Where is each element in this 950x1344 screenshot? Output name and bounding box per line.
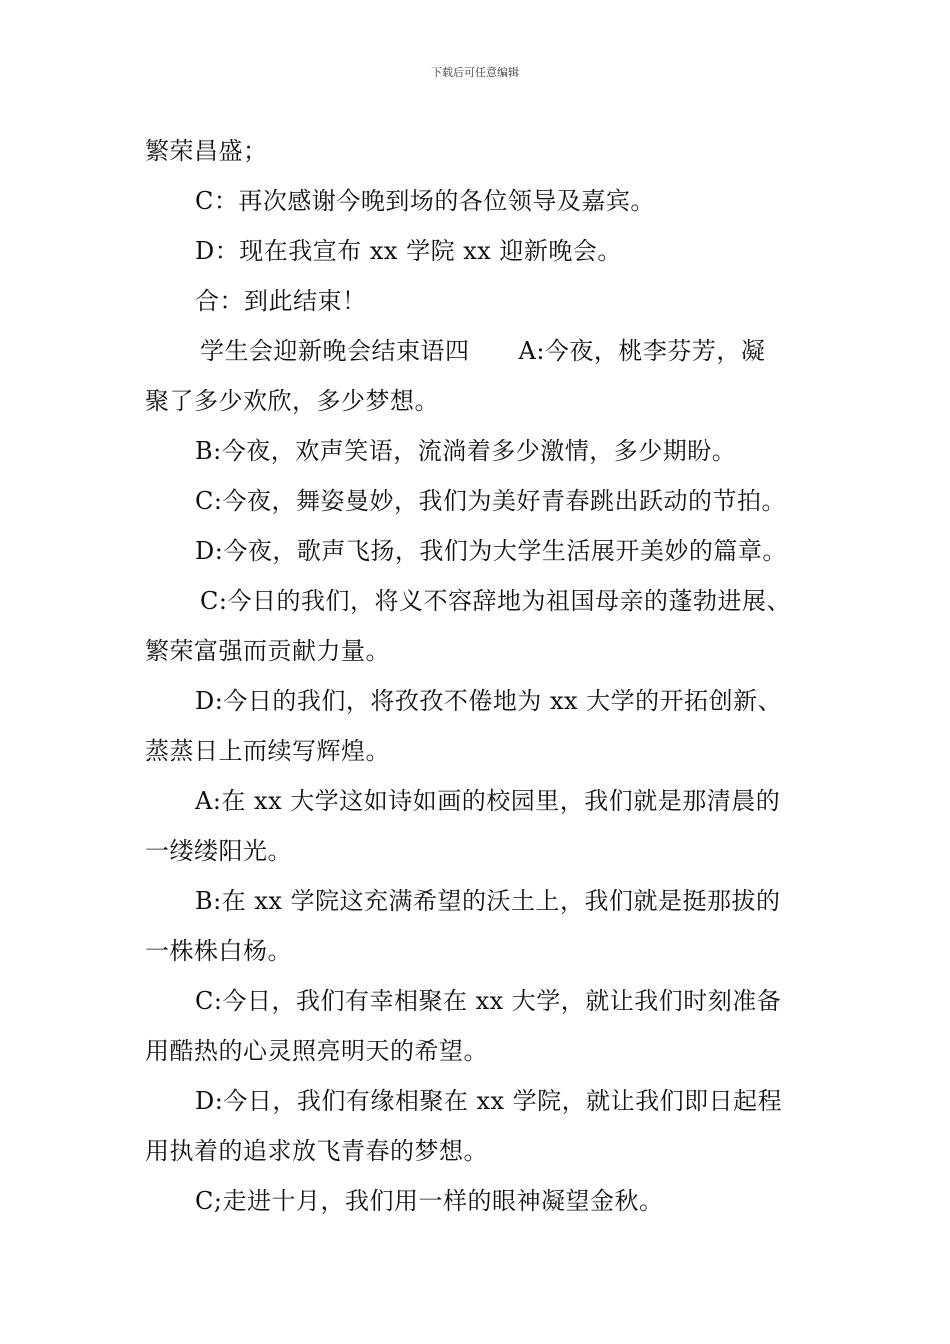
paragraph-line: 繁荣富强而贡献力量。 bbox=[145, 637, 390, 665]
paragraph-line: D:今夜，歌声飞扬，我们为大学生活展开美妙的篇章。 bbox=[195, 537, 787, 565]
section-heading-line: 学生会迎新晚会结束语四 A:今夜，桃李芬芳，凝 bbox=[200, 337, 766, 365]
document-body bbox=[145, 126, 825, 1226]
paragraph-line: B:在 xx 学院这充满希望的沃土上，我们就是挺那拔的 bbox=[195, 887, 781, 915]
page-header-note: 下载后可任意编辑 bbox=[431, 66, 519, 79]
paragraph-line: A:在 xx 大学这如诗如画的校园里，我们就是那清晨的 bbox=[195, 787, 781, 815]
paragraph-line: D：现在我宣布 xx 学院 xx 迎新晚会。 bbox=[195, 237, 622, 265]
paragraph-line: 一株株白杨。 bbox=[145, 937, 292, 965]
paragraph-line: C:今夜，舞姿曼妙，我们为美好青春跳出跃动的节拍。 bbox=[195, 487, 786, 515]
paragraph-line: 合：到此结束！ bbox=[195, 287, 367, 315]
paragraph-line: C：再次感谢今晚到场的各位领导及嘉宾。 bbox=[195, 187, 655, 215]
paragraph-line: C:今日的我们，将义不容辞地为祖国母亲的蓬勃进展、 bbox=[200, 587, 791, 615]
paragraph-line: 用执着的追求放飞青春的梦想。 bbox=[145, 1137, 488, 1165]
paragraph-line: 繁荣昌盛； bbox=[145, 137, 268, 165]
paragraph-line: D:今日的我们，将孜孜不倦地为 xx 大学的开拓创新、 bbox=[195, 687, 783, 715]
paragraph-line: 用酷热的心灵照亮明天的希望。 bbox=[145, 1037, 488, 1065]
paragraph-line: D:今日，我们有缘相聚在 xx 学院，就让我们即日起程 bbox=[195, 1087, 783, 1115]
paragraph-line: B:今夜，欢声笑语，流淌着多少激情，多少期盼。 bbox=[195, 437, 737, 465]
paragraph-line: C;走进十月，我们用一样的眼神凝望金秋。 bbox=[195, 1187, 664, 1215]
paragraph-line: 一缕缕阳光。 bbox=[145, 837, 292, 865]
paragraph-line: 聚了多少欢欣，多少梦想。 bbox=[145, 387, 439, 415]
paragraph-line: 蒸蒸日上而续写辉煌。 bbox=[145, 737, 390, 765]
paragraph-line: C:今日，我们有幸相聚在 xx 大学，就让我们时刻准备 bbox=[195, 987, 782, 1015]
